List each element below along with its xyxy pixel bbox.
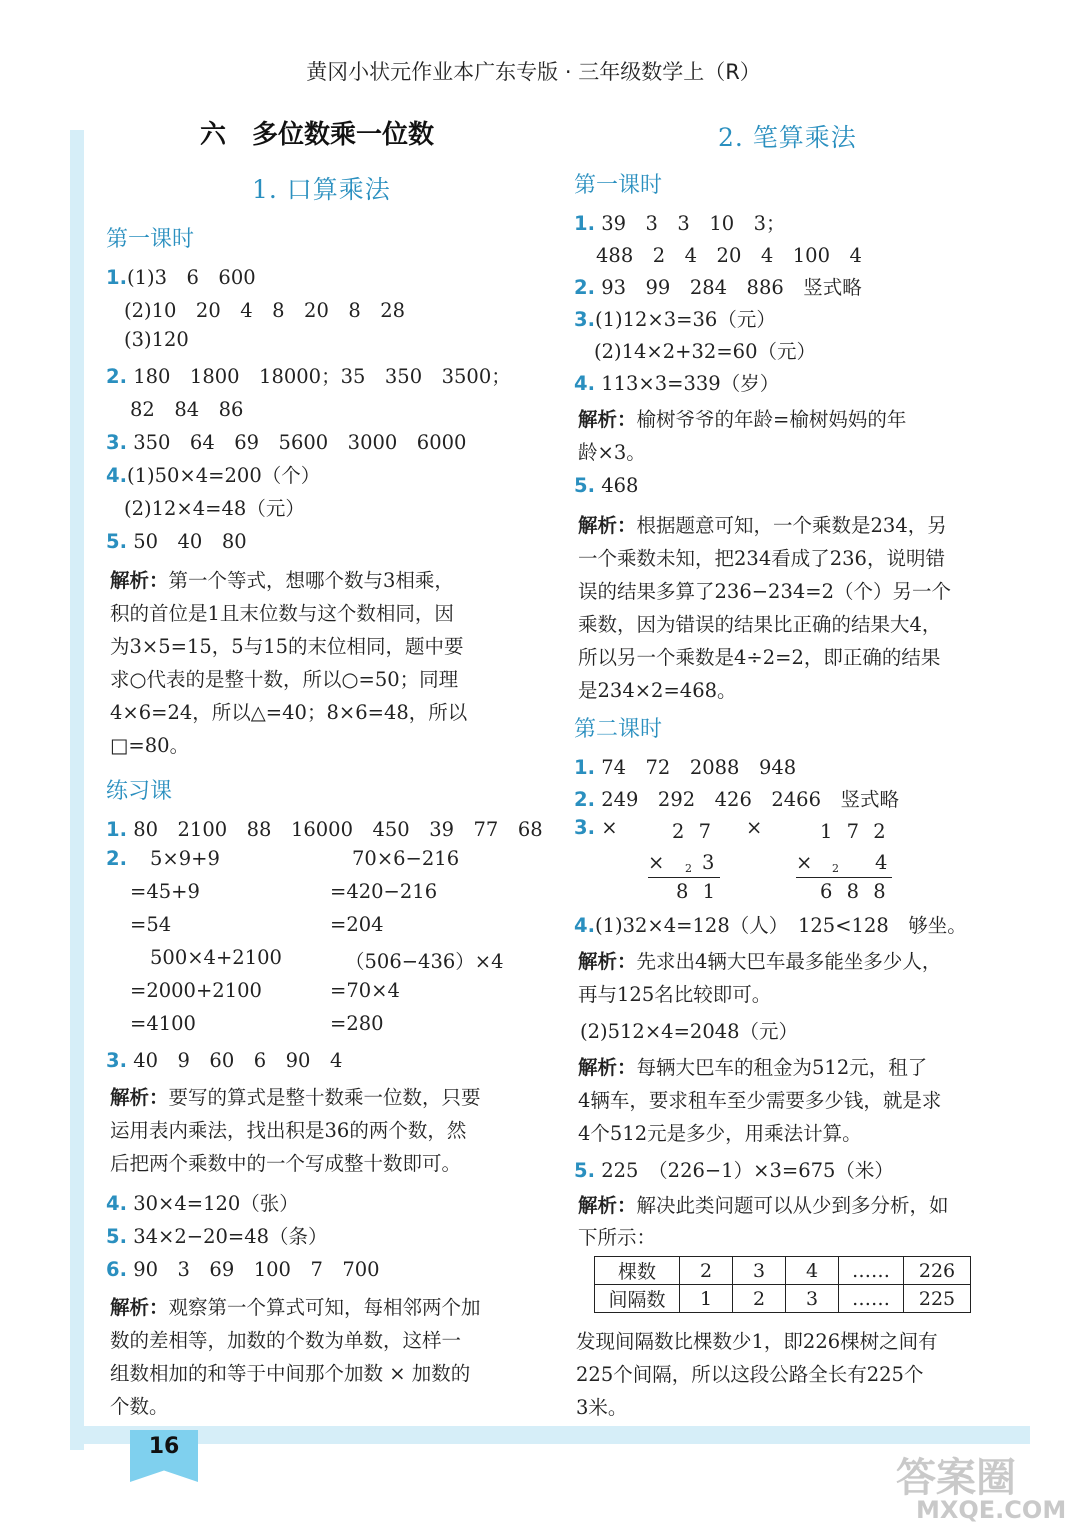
conclusion-line: 225个间隔，所以这段公路全长有225个	[576, 1363, 924, 1386]
analysis-line: 下所示：	[578, 1226, 657, 1249]
table-cell: ……	[839, 1285, 904, 1313]
analysis-line: 一个乘数未知，把234看成了236，说明错	[578, 547, 945, 570]
answer-line: 1. 80 2100 88 16000 450 39 77 68	[106, 818, 543, 841]
table-cell: 1	[680, 1285, 733, 1313]
answer-line: 5. 34×2−20=48（条）	[106, 1225, 328, 1248]
answer-line: (2)512×4=2048（元）	[580, 1020, 799, 1043]
answer-line: 5. 225 （226−1）×3=675（米）	[574, 1159, 894, 1182]
answer-line: 6. 90 3 69 100 7 700	[106, 1258, 380, 1281]
table-cell: ……	[839, 1257, 904, 1285]
analysis-line: 乘数，因为错误的结果比正确的结果大4，	[578, 613, 942, 636]
calc-line: 70×6−216	[352, 847, 460, 870]
analysis-line: 解析：观察第一个算式可知，每相邻两个加	[110, 1296, 481, 1319]
table-row	[595, 1257, 971, 1285]
answer-line: 4. 30×4=120（张）	[106, 1192, 299, 1215]
analysis-line: 4个512元是多少，用乘法计算。	[578, 1122, 862, 1145]
vertical-calc-multiplier: 3	[702, 851, 715, 874]
answer-line: 1. 74 72 2088 948	[574, 756, 797, 779]
vertical-calc-result: 6 8 8	[820, 880, 890, 903]
answer-line: 4.(1)32×4=128（人） 125<128 够坐。	[574, 914, 967, 937]
analysis-line: 解析：根据题意可知，一个乘数是234，另	[578, 514, 947, 537]
book-header: 黄冈小状元作业本广东专版 · 三年级数学上（R）	[306, 60, 761, 84]
chapter-title: 六 多位数乘一位数	[200, 120, 435, 150]
bottom-decor-bar	[70, 1426, 1030, 1444]
answer-line: 4. 113×3=339（岁）	[574, 372, 780, 395]
answer-line: 2. 249 292 426 2466 竖式略	[574, 788, 899, 811]
answer-line: 1.(1)3 6 600	[106, 266, 256, 289]
table-cell: 2	[680, 1257, 733, 1285]
analysis-line: 数的差相等，加数的个数为单数，这样一	[110, 1329, 462, 1352]
vertical-calc-multiplier: 4	[875, 851, 888, 874]
answer-line: 5. 50 40 80	[106, 530, 247, 553]
answer-line: (3)120	[124, 328, 189, 351]
analysis-line: □=80。	[110, 734, 190, 757]
answer-line: 2.	[106, 847, 127, 870]
vertical-calc-op: ×	[796, 851, 813, 874]
analysis-line: 求○代表的是整十数，所以○=50；同理	[110, 668, 459, 691]
table-cell: 3	[733, 1257, 786, 1285]
analysis-line: 解析：榆树爷爷的年龄=榆树妈妈的年	[578, 408, 907, 431]
answer-line: 3. ×	[574, 816, 618, 839]
answer-line: 4.(1)50×4=200（个）	[106, 464, 321, 487]
analysis-line: 为3×5=15，5与15的末位相同，题中要	[110, 635, 464, 658]
analysis-line: 个数。	[110, 1395, 169, 1418]
analysis-line: 解析：每辆大巴车的租金为512元，租了	[578, 1056, 928, 1079]
vertical-calc-rule	[648, 877, 720, 878]
watermark-logo: 答案圈	[896, 1455, 1016, 1501]
calc-line: =420−216	[330, 880, 438, 903]
vertical-calc-top: 1 7 2	[820, 820, 890, 843]
answer-line: 488 2 4 20 4 100 4	[596, 244, 862, 267]
analysis-line: 4×6=24，所以△=40；8×6=48，所以	[110, 701, 468, 724]
answer-line: (2)14×2+32=60（元）	[594, 340, 816, 363]
answer-line: 3. 40 9 60 6 90 4	[106, 1049, 343, 1072]
conclusion-line: 发现间隔数比棵数少1，即226棵树之间有	[576, 1330, 938, 1353]
analysis-line: 运用表内乘法，找出积是36的两个数，然	[110, 1119, 467, 1142]
analysis-line: 解析：先求出4辆大巴车最多能坐多少人，	[578, 950, 942, 973]
table-cell: 2	[733, 1285, 786, 1313]
answer-line: 5. 468	[574, 474, 639, 497]
answer-line: 2. 93 99 284 886 竖式略	[574, 276, 862, 299]
calc-line: =45+9	[130, 880, 200, 903]
answer-line: (2)12×4=48（元）	[124, 497, 305, 520]
calc-line: =70×4	[330, 979, 400, 1002]
analysis-line: 误的结果多算了236−234=2（个）另一个	[578, 580, 952, 603]
table-cell: 4	[786, 1257, 839, 1285]
vertical-calc-top: 2 7	[672, 820, 716, 843]
right-section-2: 第二课时	[574, 717, 663, 742]
wrong-mark: ×	[746, 816, 763, 839]
answer-line: 1. 39 3 3 10 3；	[574, 212, 786, 235]
analysis-line: 解析：解决此类问题可以从少到多分析，如	[578, 1194, 949, 1217]
left-section-1: 第一课时	[106, 227, 195, 252]
vertical-calc-rule	[796, 877, 892, 878]
analysis-line: 积的首位是1且末位数与这个数相同，因	[110, 602, 454, 625]
vertical-calc-result: 8 1	[676, 880, 720, 903]
vertical-calc-op: ×	[648, 851, 665, 874]
right-section-1: 第一课时	[574, 173, 663, 198]
calc-line: =204	[330, 913, 384, 936]
right-subtitle: 2. 笔算乘法	[718, 123, 857, 152]
calc-line: =54	[130, 913, 172, 936]
table-cell: 间隔数	[595, 1285, 680, 1313]
analysis-line: 再与125名比较即可。	[578, 983, 772, 1006]
calc-line: =280	[330, 1012, 384, 1035]
calc-line: 500×4+2100	[150, 946, 282, 969]
analysis-line: 解析：要写的算式是整十数乘一位数，只要	[110, 1086, 481, 1109]
analysis-line: 是234×2=468。	[578, 679, 737, 702]
calc-line: =2000+2100	[130, 979, 262, 1002]
table-cell: 225	[904, 1285, 971, 1313]
analysis-line: 龄×3。	[578, 441, 646, 464]
left-decor-bar	[70, 130, 84, 1450]
vertical-calc-carry: 2	[832, 862, 839, 875]
answer-line: 3. 350 64 69 5600 3000 6000	[106, 431, 467, 454]
calc-line: 5×9+9	[150, 847, 220, 870]
calc-line: （506−436）×4	[345, 950, 504, 973]
analysis-line: 所以另一个乘数是4÷2=2，即正确的结果	[578, 646, 941, 669]
conclusion-line: 3米。	[576, 1396, 628, 1419]
analysis-line: 后把两个乘数中的一个写成整十数即可。	[110, 1152, 462, 1175]
answer-line: 3.(1)12×3=36（元）	[574, 308, 776, 331]
table-cell: 3	[786, 1285, 839, 1313]
answer-line: 82 84 86	[130, 398, 244, 421]
analysis-line: 组数相加的和等于中间那个加数 × 加数的	[110, 1362, 471, 1385]
left-subtitle: 1. 口算乘法	[252, 175, 391, 204]
table-cell: 棵数	[595, 1257, 680, 1285]
left-section-2: 练习课	[106, 779, 173, 804]
answer-line: 2. 180 1800 18000；35 350 3500；	[106, 365, 511, 388]
tree-interval-table	[594, 1256, 971, 1313]
calc-line: =4100	[130, 1012, 196, 1035]
watermark-url: MXQE.COM	[916, 1496, 1067, 1524]
vertical-calc-carry: 2	[685, 862, 692, 875]
table-cell: 226	[904, 1257, 971, 1285]
answer-line: (2)10 20 4 8 20 8 28	[124, 299, 406, 322]
table-row	[595, 1285, 971, 1313]
page-number: 16	[148, 1434, 180, 1459]
analysis-line: 4辆车，要求租车至少需要多少钱，就是求	[578, 1089, 942, 1112]
analysis-line: 解析：第一个等式，想哪个数与3相乘，	[110, 569, 454, 592]
